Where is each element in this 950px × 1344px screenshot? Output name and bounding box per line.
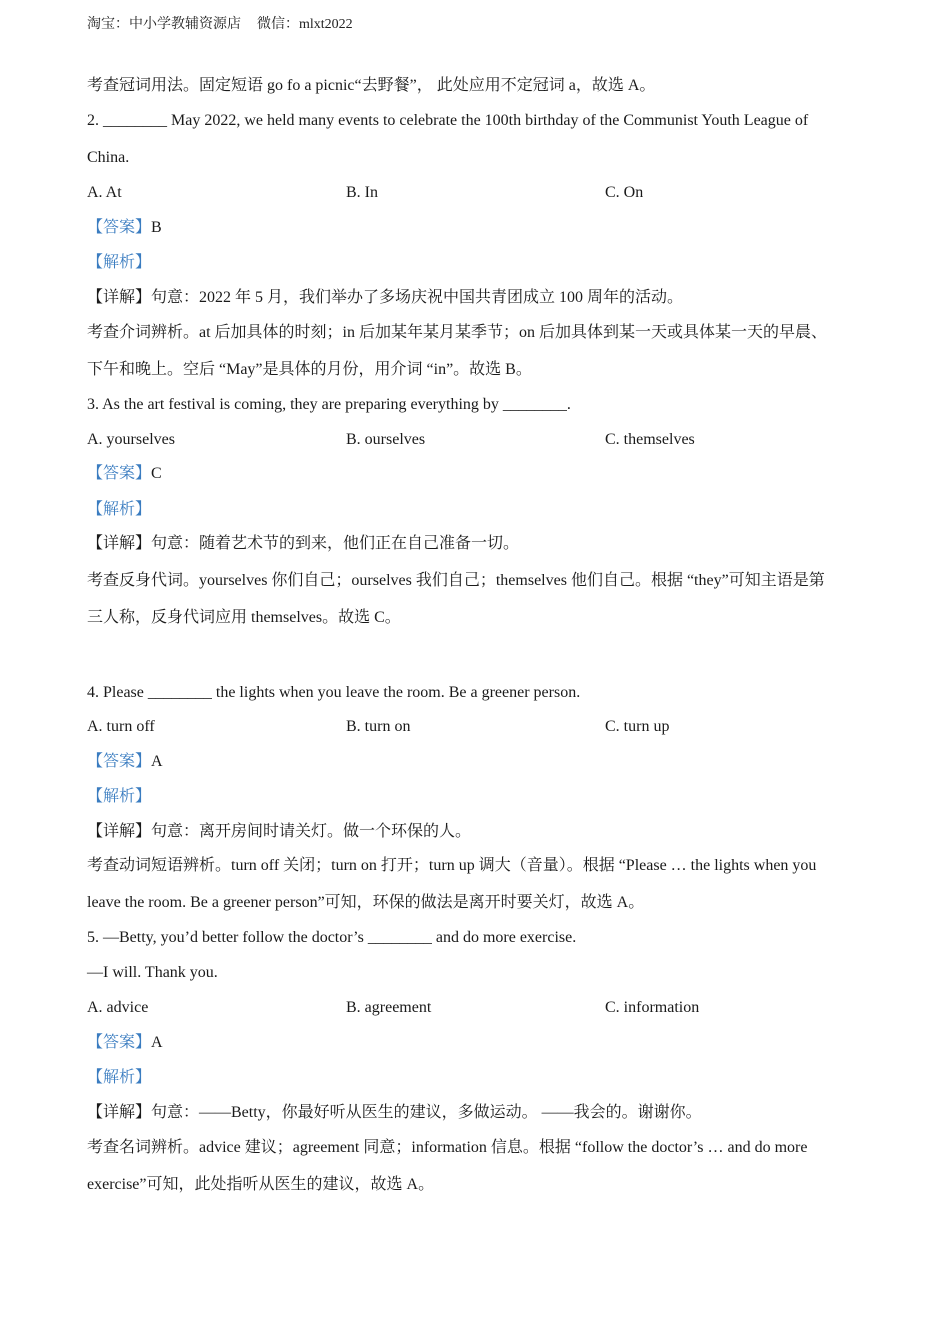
q4-stem: 4. Please ________ the lights when you leave the room. Be a greener person. xyxy=(87,684,581,701)
q5-option-b: B. agreement xyxy=(346,999,432,1016)
q4-explain-line1: 考查动词短语辨析。turn off 关闭；turn on 打开；turn up 调大（音量）。根据 “Please … the lights when you xyxy=(87,857,817,874)
q5-explain-line2: exercise”可知，此处指听从医生的建议，故选 A。 xyxy=(87,1176,435,1193)
q2-detail: 【详解】句意：2022 年 5 月，我们举办了多场庆祝中国共青团成立 100 周年的活动。 xyxy=(87,289,684,306)
q5-detail: 【详解】句意：——Betty，你最好听从医生的建议，多做运动。 ——我会的。谢谢你。 xyxy=(87,1104,702,1121)
q5-explain-line1: 考查名词辨析。advice 建议；agreement 同意；information 信息。根据 “follow the doctor’s … and do more xyxy=(87,1139,808,1156)
q3-stem: 3. As the art festival is coming, they are preparing everything by ________. xyxy=(87,396,571,413)
q4-answer-label: 【答案】 xyxy=(87,753,152,770)
q2-answer-label: 【答案】 xyxy=(87,219,152,236)
q5-stem-line2: —I will. Thank you. xyxy=(87,964,218,981)
q3-answer-label: 【答案】 xyxy=(87,465,152,482)
q3-explain-line1: 考查反身代词。yourselves 你们自己；ourselves 我们自己；themselves 他们自己。根据 “they”可知主语是第 xyxy=(87,572,825,589)
q4-detail: 【详解】句意：离开房间时请关灯。做一个环保的人。 xyxy=(87,823,472,840)
q4-option-c: C. turn up xyxy=(605,718,670,735)
q5-answer-label: 【答案】 xyxy=(87,1034,152,1051)
q3-answer xyxy=(87,464,162,484)
q5-option-c: C. information xyxy=(605,999,700,1016)
q4-option-a: A. turn off xyxy=(87,718,155,735)
q2-explain-line1: 考查介词辨析。at 后加具体的时刻；in 后加某年某月某季节；on 后加具体到某一天或具体某一天的早晨、 xyxy=(87,324,827,341)
q2-option-c: C. On xyxy=(605,184,644,201)
q2-stem-line1: 2. ________ May 2022, we held many events to celebrate the 100th birthday of the Communist Youth League of xyxy=(87,112,809,129)
q3-explain-line2: 三人称，反身代词应用 themselves。故选 C。 xyxy=(87,609,401,626)
header-wechat: 微信：mlxt2022 xyxy=(257,17,353,32)
q2-option-b: B. In xyxy=(346,184,378,201)
q2-answer xyxy=(87,218,162,238)
q2-stem-line2: China. xyxy=(87,149,130,166)
q5-analysis-label: 【解析】 xyxy=(87,1069,152,1086)
q4-answer xyxy=(87,752,163,772)
q3-option-a: A. yourselves xyxy=(87,431,175,448)
q3-detail: 【详解】句意：随着艺术节的到来，他们正在自己准备一切。 xyxy=(87,535,520,552)
page-header xyxy=(87,13,353,33)
header-shop: 淘宝：中小学教辅资源店 xyxy=(87,17,241,32)
q2-option-a: A. At xyxy=(87,184,122,201)
q5-stem-line1: 5. —Betty, you’d better follow the doctor’s ________ and do more exercise. xyxy=(87,929,577,946)
q3-analysis-label: 【解析】 xyxy=(87,501,152,518)
q5-answer-value: A xyxy=(151,1034,163,1051)
q4-answer-value: A xyxy=(151,753,163,770)
q4-explain-line2: leave the room. Be a greener person”可知，环保的做法是离开时要关灯，故选 A。 xyxy=(87,894,645,911)
q2-analysis-label: 【解析】 xyxy=(87,254,152,271)
q2-explain-line2: 下午和晚上。空后 “May”是具体的月份，用介词 “in”。故选 B。 xyxy=(87,361,532,378)
q3-option-b: B. ourselves xyxy=(346,431,426,448)
q5-answer xyxy=(87,1033,163,1053)
q5-option-a: A. advice xyxy=(87,999,149,1016)
q3-option-c: C. themselves xyxy=(605,431,695,448)
q4-option-b: B. turn on xyxy=(346,718,411,735)
q2-answer-value: B xyxy=(151,219,162,236)
q3-answer-value: C xyxy=(151,465,162,482)
q4-analysis-label: 【解析】 xyxy=(87,788,152,805)
q1-explanation: 考查冠词用法。固定短语 go fo a picnic“去野餐”， 此处应用不定冠词 a，故选 A。 xyxy=(87,77,656,94)
